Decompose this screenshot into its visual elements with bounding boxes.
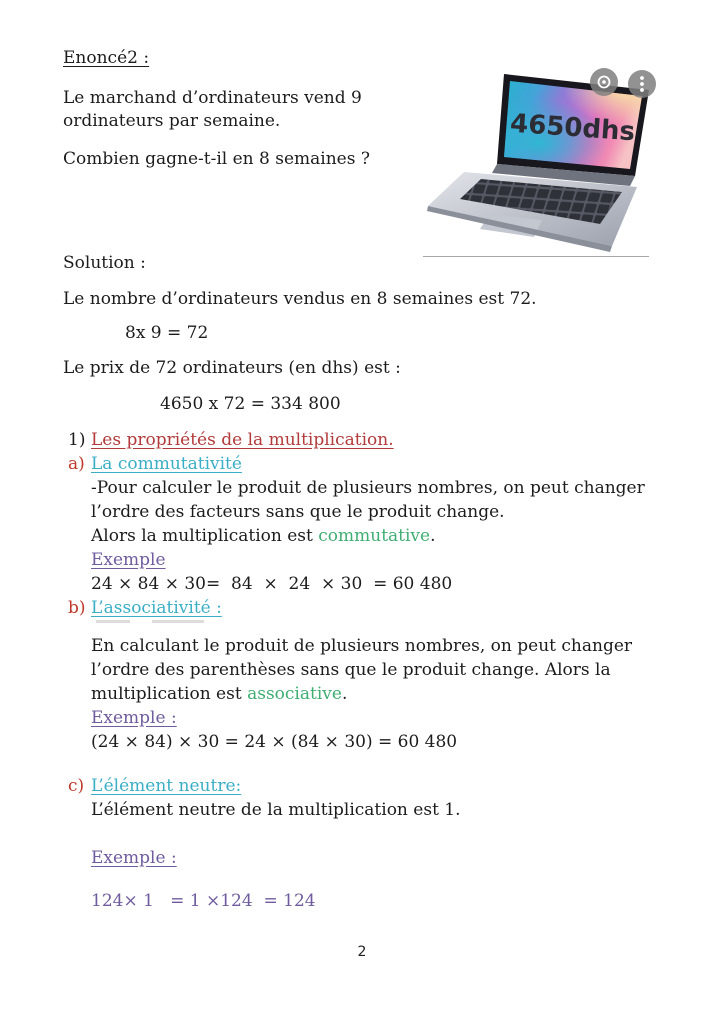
item-c-letter: c)	[68, 776, 85, 796]
exercise-question: Combien gagne-t-il en 8 semaines ?	[63, 149, 370, 169]
statement-line-1: Le marchand d’ordinateurs vend 9	[63, 88, 362, 108]
properties-list	[68, 428, 693, 913]
faint-underline-artifact	[152, 620, 204, 623]
exercise-heading-text: Enoncé2 :	[63, 48, 150, 68]
solution-heading: Solution :	[63, 253, 146, 273]
item-b-example-label-row	[91, 706, 693, 730]
laptop-image	[424, 56, 704, 258]
item-c-example: 124× 1 = 1 ×124 = 124	[91, 891, 316, 911]
item-b-body-line-1: En calculant le produit de plusieurs nombres, on peut changer	[91, 636, 633, 656]
item-a-example-label-row	[91, 548, 693, 572]
laptop-illustration	[424, 56, 704, 258]
lens-icon[interactable]	[590, 68, 618, 96]
item-c-title: L’élément neutre:	[91, 776, 242, 796]
item-c-example-label-row	[91, 846, 693, 870]
solution-statement-2: Le prix de 72 ordinateurs (en dhs) est :	[63, 358, 401, 378]
item-b-line3-suffix: .	[341, 684, 348, 704]
laptop-price-label: 4650dhs	[509, 108, 636, 148]
image-divider-line	[423, 256, 649, 257]
item-b-keyword: associative	[247, 684, 342, 704]
item-a-title: La commutativité	[91, 454, 242, 474]
item-a-body-line-1: -Pour calculer le produit de plusieurs nombres, on peut changer	[91, 478, 645, 498]
item-a-body-line-3	[91, 524, 693, 548]
item-a-line3-prefix: Alors la multiplication est	[91, 526, 319, 546]
item-b-title: L’associativité :	[91, 598, 222, 618]
properties-heading-text: Les propriétés de la multiplication.	[91, 430, 394, 450]
item-c-title-row	[68, 774, 693, 798]
solution-statement-1: Le nombre d’ordinateurs vendus en 8 semaines est 72.	[63, 289, 537, 309]
item-a-letter: a)	[68, 454, 85, 474]
item-a-line3-suffix: .	[430, 526, 436, 546]
item-b-example-label: Exemple :	[91, 708, 177, 728]
item-c-body-line-1: L’élément neutre de la multiplication est 1.	[91, 800, 461, 820]
item-b-line3-prefix: multiplication est	[91, 684, 248, 704]
statement-line-2: ordinateurs par semaine.	[63, 111, 281, 131]
page-number: 2	[357, 944, 367, 960]
properties-heading-number: 1)	[68, 430, 86, 450]
properties-heading-row	[68, 428, 693, 452]
item-b-letter: b)	[68, 598, 86, 618]
item-b-example: (24 × 84) × 30 = 24 × (84 × 30) = 60 480	[91, 732, 458, 752]
kebab-menu-icon[interactable]	[628, 70, 656, 98]
item-c-example-label: Exemple :	[91, 848, 177, 868]
item-a-title-row	[68, 452, 693, 476]
solution-calc-1: 8x 9 = 72	[125, 323, 209, 343]
item-b-title-row	[68, 596, 693, 620]
solution-calc-2: 4650 x 72 = 334 800	[160, 394, 341, 414]
item-a-example: 24 × 84 × 30= 84 × 24 × 30 = 60 480	[91, 574, 453, 594]
item-a-keyword: commutative	[318, 526, 431, 546]
item-a-body-line-2: l’ordre des facteurs sans que le produit change.	[91, 502, 505, 522]
item-b-body-line-3	[91, 682, 693, 706]
faint-underline-artifact	[96, 620, 130, 623]
item-b-body-line-2: l’ordre des parenthèses sans que le produit change. Alors la	[91, 660, 611, 680]
item-a-example-label: Exemple	[91, 550, 166, 570]
